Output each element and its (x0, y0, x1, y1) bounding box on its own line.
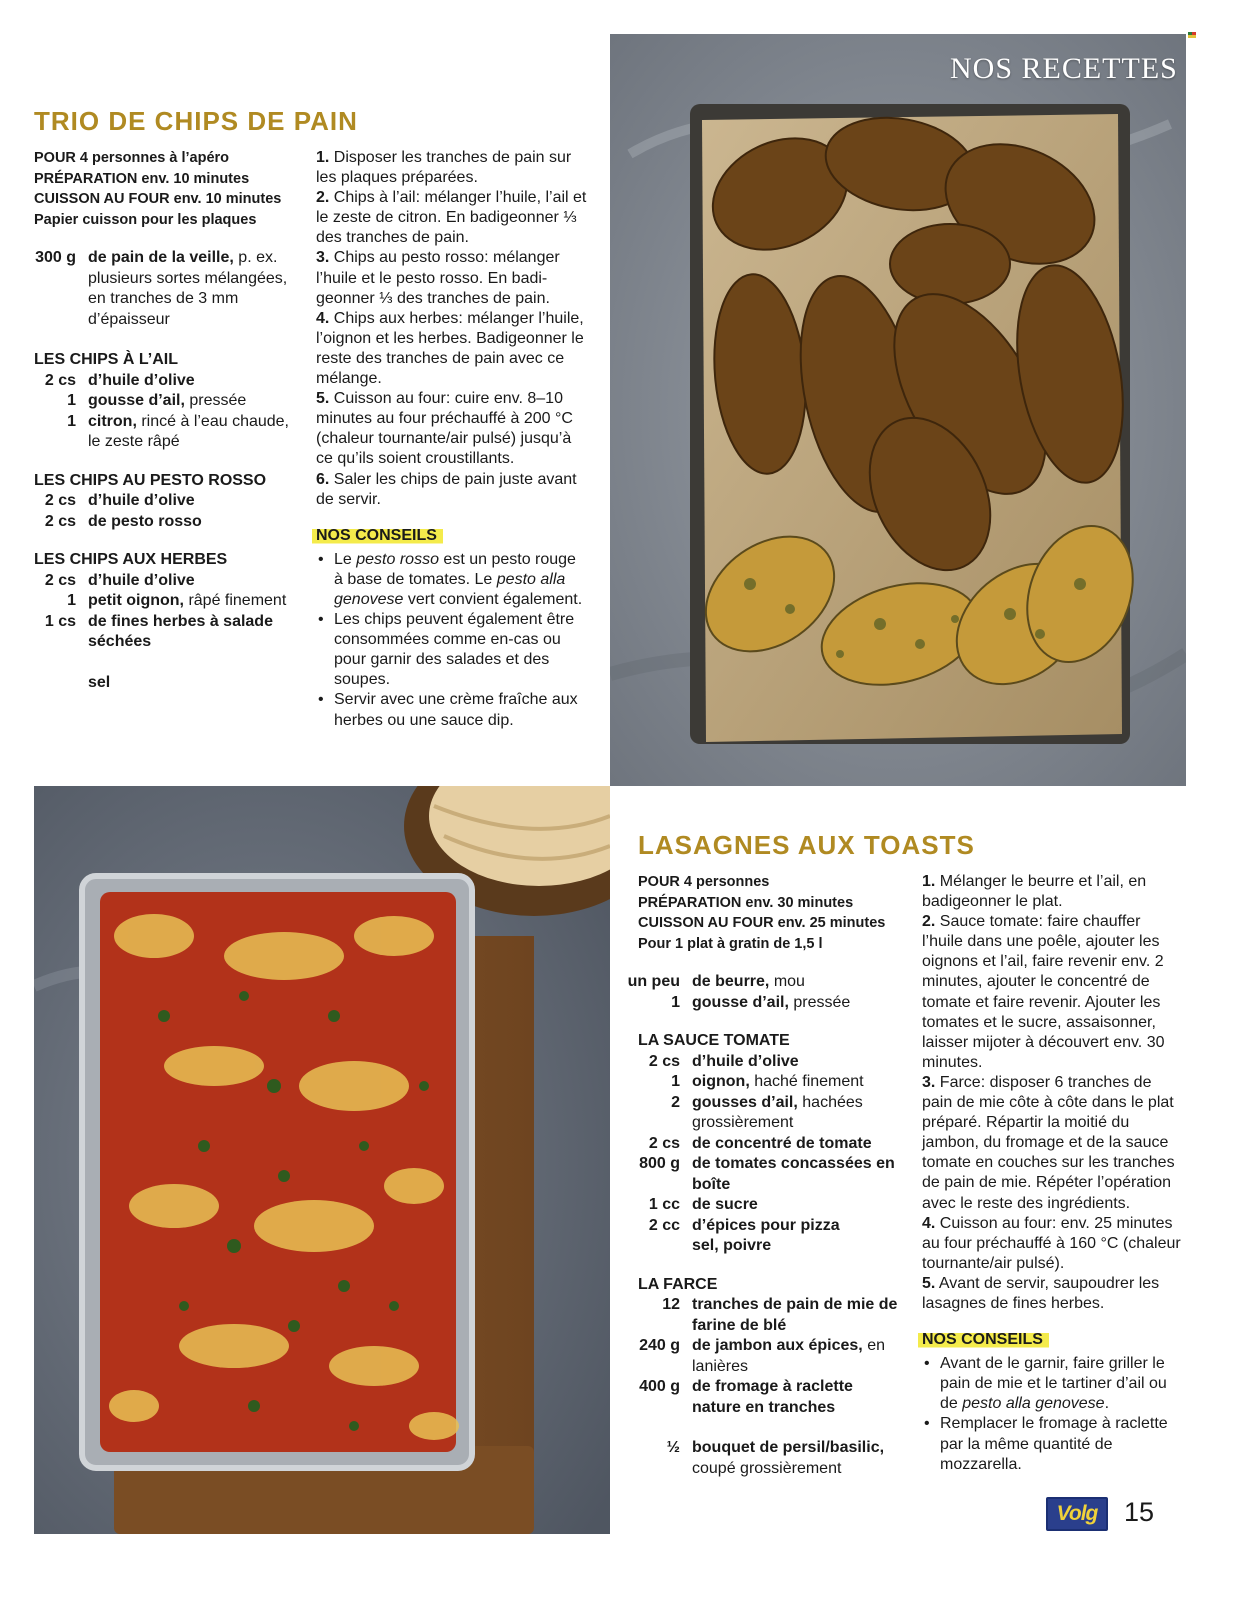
ingredient-qty: 1 (67, 592, 76, 609)
ingredient-name: de fines herbes à salade séchées (88, 612, 273, 650)
ingredient-detail: haché finement (754, 1073, 864, 1090)
ingredient-qty: 2 cs (44, 571, 76, 589)
ingredient-qty: 1 cc (648, 1196, 680, 1213)
meta-equipment: Pour 1 plat à gratin de 1,5 l (638, 935, 823, 952)
ingredient-qty: un peu (627, 973, 680, 990)
ingredient-detail: hachées grossièrement (692, 1093, 863, 1131)
lasagne-photo (34, 786, 610, 1534)
ingredient-row (624, 1438, 906, 1479)
ingredient-name: de sucre (692, 1196, 758, 1213)
ingredient-row (624, 1295, 906, 1336)
ingredient-row (20, 571, 300, 592)
meta-bake: CUISSON AU FOUR env. 25 minutes (638, 915, 886, 931)
step: 3. Farce: disposer 6 tranches de pain de mie côte à côte dans le plat préparé. Répartir la moitié du jambon, du fromage et de la sauce tomate en couches sur les tranches de pain de mie. Répéter l’opération avec le reste des ingrédients. (922, 1073, 1175, 1212)
ingredient-qty: 1 (671, 1073, 680, 1090)
ingredient-qty: 2 cs (44, 492, 76, 509)
meta-servings: POUR 4 personnes à l’apéro (34, 150, 230, 166)
ingredient-name: gousse d’ail, (692, 993, 789, 1011)
ingredient-name: de pesto rosso (88, 512, 202, 530)
recipe1-title: TRIO DE CHIPS DE PAIN (34, 106, 358, 136)
ingredient-qty: 2 cs (44, 371, 76, 389)
ingredient-row (20, 491, 300, 512)
section-label: NOS RECETTES (950, 52, 1178, 85)
ingredient-detail: p. ex. plusieurs sortes mélangées, en tranches de 3 mm d’épaisseur (88, 249, 288, 328)
recipe1-meta (34, 148, 281, 230)
ingredient-row (20, 371, 300, 392)
tip-item: • Le pesto rosso est un pesto rouge à base de tomates. Le pesto alla genovese vert convient également. (316, 550, 588, 610)
ingredient-name: d’huile d’olive (88, 492, 195, 509)
ingredient-row (624, 1093, 906, 1134)
ingredient-row (624, 1336, 906, 1377)
step: 5. Cuisson au four: cuire env. 8–10 minutes au four préchauffé à 200 °C (chaleur tournante/air pulsé) jusqu’à ce qu’ils soient croustillants. (316, 390, 573, 468)
ingredient-name: d’huile d’olive (88, 371, 195, 389)
ingredient-row (624, 1216, 906, 1237)
bread-chips-photo (610, 34, 1186, 786)
ingredient-qty (624, 1236, 692, 1257)
color-mark-icon (1188, 32, 1196, 38)
step: 2. Sauce tomate: faire chauffer l’huile dans une poêle, ajouter les oignons et l’ail, faire revenir env. 2 minutes, ajouter le concentré de tomate et faire revenir. Ajouter les tomates et le sucre, assaisonner, laisser mijoter à découvert env. 30 minutes. (922, 913, 1165, 1071)
volg-logo (1046, 1497, 1108, 1531)
ingredient-row (624, 1236, 906, 1257)
meta-equipment: Papier cuisson pour les plaques (34, 211, 257, 228)
meta-servings: POUR 4 personnes (638, 874, 770, 890)
ingredient-qty: 1 (671, 993, 680, 1011)
tips-heading: NOS CONSEILS (312, 526, 443, 546)
ingredient-qty: 2 (671, 1093, 680, 1111)
ingredient-qty: 1 (67, 392, 76, 409)
step: 1. Disposer les tranches de pain sur les plaques préparées. (316, 149, 572, 187)
recipe1-ingredients (20, 248, 300, 693)
group-title: LA FARCE (638, 1275, 718, 1293)
ingredient-qty: 2 cc (648, 1216, 680, 1234)
ingredient-qty: 1 (67, 412, 76, 430)
step: 4. Chips aux herbes: mélanger l’huile, l’oignon et les herbes. Badigeonner le reste des tranches de pain avec ce mélange. (316, 309, 584, 388)
tips-list (922, 1354, 1184, 1475)
recipe2-title: LASAGNES AUX TOASTS (638, 830, 975, 860)
ingredient-detail: rincé à l’eau chaude, le zeste râpé (88, 412, 289, 450)
ingredient-name: sel (88, 673, 111, 691)
brand-name: Volg (1056, 1502, 1098, 1525)
recipe2-ingredients (624, 972, 906, 1479)
ingredient-qty: ½ (666, 1439, 680, 1456)
ingredient-name: de concentré de tomate (692, 1134, 872, 1152)
ingredient-detail: en lanières (692, 1337, 885, 1375)
meta-prep: PRÉPARATION env. 10 minutes (34, 170, 250, 187)
ingredient-name: de jambon aux épices, (692, 1337, 863, 1354)
ingredient-name: sel, poivre (692, 1237, 772, 1254)
page-number: 15 (1124, 1497, 1155, 1527)
group-title: LES CHIPS À L’AIL (34, 351, 179, 368)
ingredient-qty: 1 cs (44, 612, 76, 630)
tips-list (316, 550, 588, 731)
tips-heading: NOS CONSEILS (918, 1330, 1049, 1350)
ingredient-row (20, 248, 300, 330)
ingredient-row (624, 1195, 906, 1216)
ingredient-name: d’huile d’olive (88, 571, 195, 589)
ingredient-name: de tomates concassées en boîte (692, 1155, 895, 1193)
recipe2-steps (922, 872, 1184, 1475)
step: 3. Chips au pesto rosso: mélanger l’huile et le pesto rosso. En badigeonner ⅓ des tranches de pain. (316, 249, 560, 307)
step: 6. Saler les chips de pain juste avant de servir. (316, 470, 577, 508)
ingredient-qty: 12 (662, 1296, 680, 1313)
ingredient-qty: 2 cs (648, 1134, 680, 1152)
step: 2. Chips à l’ail: mélanger l’huile, l’ail et le zeste de citron. En badigeonner ⅓ des tranches de pain. (316, 189, 587, 247)
ingredient-name: d’épices pour pizza (692, 1216, 840, 1234)
ingredient-row (624, 1154, 906, 1195)
ingredient-row (624, 1377, 906, 1418)
ingredient-name: oignon, (692, 1073, 750, 1090)
tip-item: • Remplacer le fromage à raclette par la même quantité de mozzarella. (922, 1414, 1184, 1474)
ingredient-qty: 400 g (639, 1378, 680, 1395)
group-title: LES CHIPS AUX HERBES (34, 551, 228, 568)
ingredient-row (20, 512, 300, 533)
group-title: LES CHIPS AU PESTO ROSSO (34, 471, 267, 489)
ingredient-detail: coupé grossièrement (692, 1459, 842, 1477)
ingredient-qty: 800 g (639, 1155, 680, 1172)
recipe1-steps (316, 148, 588, 731)
ingredient-name: d’huile d’olive (692, 1052, 799, 1070)
ingredient-row (624, 1072, 906, 1093)
ingredient-row (20, 673, 300, 694)
ingredient-row (20, 591, 300, 612)
ingredient-name: gousse d’ail, (88, 392, 185, 409)
ingredient-row (624, 1052, 906, 1073)
ingredient-name: petit oignon, (88, 592, 184, 609)
ingredient-name: de beurre, (692, 973, 770, 990)
ingredient-row (20, 412, 300, 453)
meta-prep: PRÉPARATION env. 30 minutes (638, 894, 854, 911)
ingredient-detail: râpé finement (188, 592, 287, 609)
step: 1. Mélanger le beurre et l’ail, en badigeonner le plat. (922, 873, 1147, 911)
ingredient-name: tranches de pain de mie de farine de blé (692, 1296, 898, 1334)
ingredient-name: bouquet de persil/basilic, (692, 1439, 885, 1456)
step: 5. Avant de servir, saupoudrer les lasagnes de fines herbes. (922, 1274, 1160, 1312)
ingredient-row (624, 993, 906, 1014)
ingredient-row (20, 391, 300, 412)
ingredient-row (624, 972, 906, 993)
ingredient-row (624, 1134, 906, 1155)
group-title: LA SAUCE TOMATE (638, 1032, 790, 1049)
ingredient-qty: 300 g (35, 249, 76, 266)
ingredient-qty: 240 g (639, 1337, 680, 1354)
ingredient-name: de pain de la veille, (88, 249, 234, 266)
ingredient-name: gousses d’ail, (692, 1093, 798, 1111)
step: 4. Cuisson au four: env. 25 minutes au four préchauffé à 160 °C (chaleur tournante/air pulsé). (922, 1214, 1181, 1272)
tip-item: • Les chips peuvent également être consommées comme en-cas ou pour garnir des salades et des soupes. (316, 610, 588, 690)
ingredient-detail: pressée (793, 993, 851, 1011)
tip-item: • Avant de le garnir, faire griller le pain de mie et le tartiner d’ail ou de pesto alla genovese. (922, 1354, 1184, 1414)
ingredient-qty: 2 cs (44, 512, 76, 530)
ingredient-detail: pressée (189, 392, 247, 409)
ingredient-name: de fromage à raclette nature en tranches (692, 1378, 853, 1416)
recipe2-meta (638, 872, 885, 954)
ingredient-row (20, 612, 300, 653)
meta-bake: CUISSON AU FOUR env. 10 minutes (34, 191, 282, 207)
tip-item: • Servir avec une crème fraîche aux herbes ou une sauce dip. (316, 690, 588, 730)
ingredient-name: citron, (88, 412, 137, 430)
ingredient-detail: mou (773, 973, 805, 990)
ingredient-qty: 2 cs (648, 1052, 680, 1070)
